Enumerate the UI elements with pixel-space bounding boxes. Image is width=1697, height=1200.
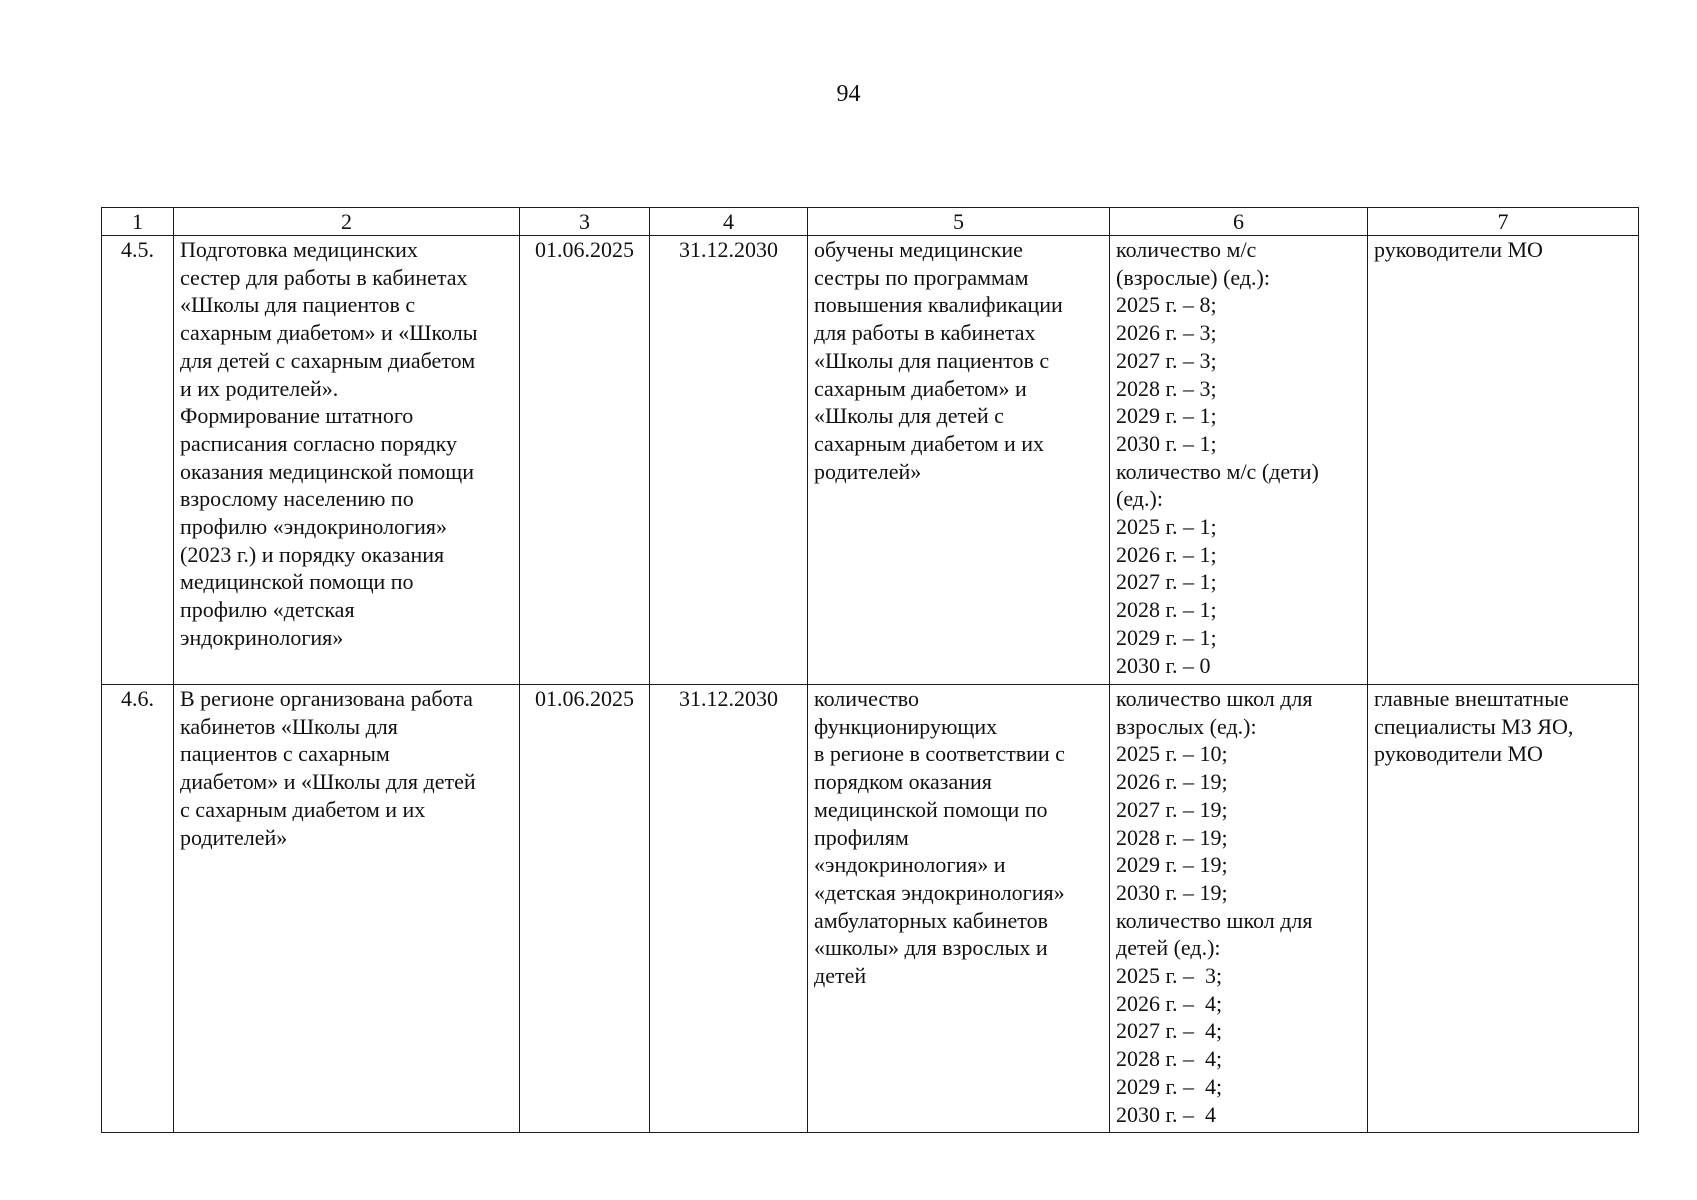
- result-cell: [808, 685, 1110, 1133]
- indicator-line: 2026 г. – 4;: [1116, 990, 1223, 1016]
- description-line: медицинской помощи по: [180, 569, 414, 595]
- result-line: повышения квалификации: [814, 292, 1063, 318]
- description-line: сахарным диабетом» и «Школы: [180, 320, 478, 346]
- table-row: [102, 685, 1639, 1133]
- indicator-line: 2026 г. – 1;: [1116, 541, 1217, 567]
- indicator-line: 2025 г. – 1;: [1116, 514, 1217, 540]
- indicator-line: 2026 г. – 3;: [1116, 320, 1217, 346]
- indicator-line: 2030 г. – 19;: [1116, 879, 1228, 905]
- indicator-line: 2025 г. – 8;: [1116, 292, 1217, 318]
- indicator-line: 2027 г. – 19;: [1116, 796, 1228, 822]
- column-header: 3: [520, 208, 650, 236]
- indicator-line: 2027 г. – 1;: [1116, 569, 1217, 595]
- description-line: В регионе организована работа: [180, 686, 473, 711]
- indicator-line: 2027 г. – 4;: [1116, 1018, 1223, 1044]
- indicator-line: количество школ для: [1116, 907, 1313, 933]
- column-header: 1: [102, 208, 174, 236]
- result-line: «Школы для пациентов с: [814, 347, 1050, 373]
- description-line: (2023 г.) и порядку оказания: [180, 541, 445, 567]
- indicator-line: взрослых (ед.):: [1116, 713, 1257, 739]
- indicators-cell: [1110, 236, 1368, 685]
- indicator-line: (взрослые) (ед.):: [1116, 264, 1270, 290]
- description-line: и их родителей».: [180, 375, 339, 401]
- responsible-line: специалисты МЗ ЯО,: [1374, 713, 1574, 739]
- description-line: эндокринология»: [180, 624, 344, 650]
- indicator-line: 2030 г. – 1;: [1116, 430, 1217, 456]
- indicator-line: 2028 г. – 1;: [1116, 597, 1217, 623]
- result-line: сестры по программам: [814, 264, 1029, 290]
- start-date: 01.06.2025: [535, 237, 634, 262]
- description-line: «Школы для пациентов с: [180, 292, 416, 318]
- indicator-line: 2025 г. – 3;: [1116, 963, 1223, 989]
- indicator-line: 2027 г. – 3;: [1116, 347, 1217, 373]
- result-line: в регионе в соответствии с: [814, 741, 1065, 767]
- description-line: пациентов с сахарным: [180, 741, 390, 767]
- column-header: 5: [808, 208, 1110, 236]
- measures-table: [101, 207, 1639, 1133]
- result-line: «школы» для взрослых и: [814, 935, 1048, 961]
- indicator-line: 2029 г. – 1;: [1116, 403, 1217, 429]
- result-line: функционирующих: [814, 713, 998, 739]
- result-line: для работы в кабинетах: [814, 320, 1036, 346]
- result-line: родителей»: [814, 458, 922, 484]
- indicator-line: 2028 г. – 3;: [1116, 375, 1217, 401]
- indicator-line: количество м/с: [1116, 237, 1257, 262]
- responsible-line: главные внештатные: [1374, 686, 1569, 711]
- indicators-cell: [1110, 685, 1368, 1133]
- result-line: «эндокринология» и: [814, 852, 1006, 878]
- result-line: порядком оказания: [814, 769, 992, 795]
- start-date-cell: [520, 236, 650, 685]
- responsible-cell: [1368, 236, 1639, 685]
- description-line: сестер для работы в кабинетах: [180, 264, 468, 290]
- column-header: 7: [1368, 208, 1639, 236]
- description-cell: [174, 685, 520, 1133]
- indicator-line: 2029 г. – 19;: [1116, 852, 1228, 878]
- table-header-row: [102, 208, 1639, 236]
- result-line: медицинской помощи по: [814, 796, 1048, 822]
- indicator-line: 2026 г. – 19;: [1116, 769, 1228, 795]
- result-line: сахарным диабетом» и: [814, 375, 1027, 401]
- description-line: родителей»: [180, 824, 288, 850]
- responsible-cell: [1368, 685, 1639, 1133]
- indicator-line: количество м/с (дети): [1116, 458, 1319, 484]
- description-line: Подготовка медицинских: [180, 237, 418, 262]
- table-row: [102, 236, 1639, 685]
- result-cell: [808, 236, 1110, 685]
- description-line: для детей с сахарным диабетом: [180, 347, 476, 373]
- result-line: детей: [814, 963, 867, 989]
- result-line: профилям: [814, 824, 909, 850]
- end-date-cell: [650, 685, 808, 1133]
- description-line: кабинетов «Школы для: [180, 713, 398, 739]
- description-line: профилю «детская: [180, 597, 355, 623]
- start-date-cell: [520, 685, 650, 1133]
- responsible-line: руководители МО: [1374, 237, 1543, 262]
- item-number: 4.5.: [121, 237, 154, 262]
- indicator-line: 2028 г. – 4;: [1116, 1046, 1223, 1072]
- indicator-line: 2029 г. – 4;: [1116, 1073, 1223, 1099]
- description-line: взрослому населению по: [180, 486, 414, 512]
- description-line: диабетом» и «Школы для детей: [180, 769, 476, 795]
- column-header: 2: [174, 208, 520, 236]
- indicator-line: количество школ для: [1116, 686, 1313, 711]
- end-date-cell: [650, 236, 808, 685]
- description-line: профилю «эндокринология»: [180, 514, 447, 540]
- indicator-line: 2030 г. – 0: [1116, 652, 1211, 678]
- item-number-cell: [102, 236, 174, 685]
- result-line: «детская эндокринология»: [814, 879, 1065, 905]
- indicator-line: 2028 г. – 19;: [1116, 824, 1228, 850]
- start-date: 01.06.2025: [535, 686, 634, 711]
- result-line: амбулаторных кабинетов: [814, 907, 1048, 933]
- description-line: Формирование штатного: [180, 403, 414, 429]
- end-date: 31.12.2030: [679, 237, 778, 262]
- description-line: расписания согласно порядку: [180, 430, 457, 456]
- result-line: «Школы для детей с: [814, 403, 1004, 429]
- responsible-line: руководители МО: [1374, 741, 1543, 767]
- end-date: 31.12.2030: [679, 686, 778, 711]
- indicator-line: 2029 г. – 1;: [1116, 624, 1217, 650]
- description-line: с сахарным диабетом и их: [180, 796, 426, 822]
- description-line: оказания медицинской помощи: [180, 458, 475, 484]
- result-line: количество: [814, 686, 920, 711]
- indicator-line: 2025 г. – 10;: [1116, 741, 1228, 767]
- result-line: обучены медицинские: [814, 237, 1023, 262]
- indicator-line: детей (ед.):: [1116, 935, 1221, 961]
- result-line: сахарным диабетом и их: [814, 430, 1045, 456]
- description-cell: [174, 236, 520, 685]
- item-number: 4.6.: [121, 686, 154, 711]
- item-number-cell: [102, 685, 174, 1133]
- column-header: 4: [650, 208, 808, 236]
- indicator-line: (ед.):: [1116, 486, 1163, 512]
- column-header: 6: [1110, 208, 1368, 236]
- table-body: [102, 236, 1639, 1133]
- indicator-line: 2030 г. – 4: [1116, 1101, 1217, 1127]
- page-number: 94: [836, 81, 861, 107]
